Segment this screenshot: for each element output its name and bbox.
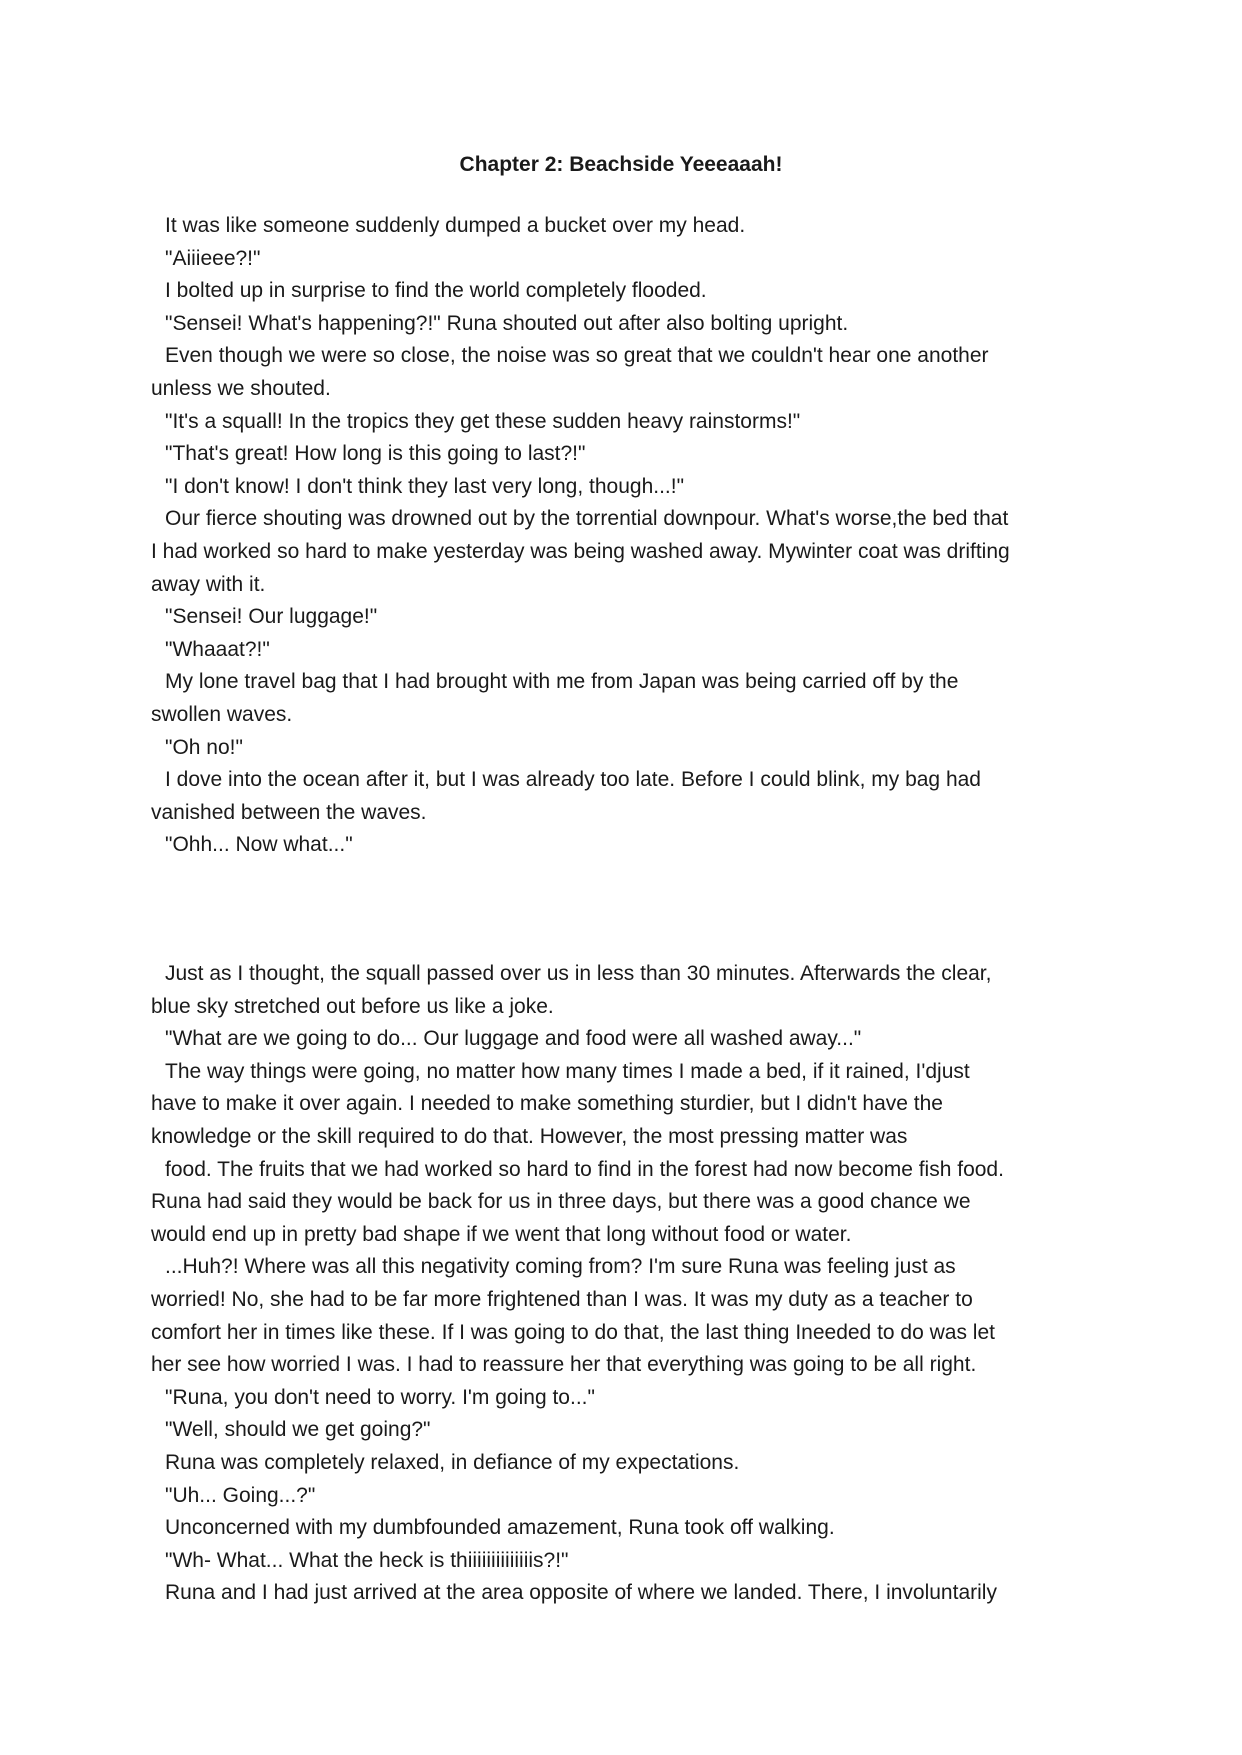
text-line: Even though we were so close, the noise was so great that we couldn't hear one another bbox=[165, 344, 989, 368]
text-line: ...Huh?! Where was all this negativity coming from? I'm sure Runa was feeling just as bbox=[165, 1255, 956, 1279]
text-line: "Aiiieee?!" bbox=[165, 246, 261, 270]
text-line: blue sky stretched out before us like a joke. bbox=[151, 994, 554, 1018]
text-line: My lone travel bag that I had brought with me from Japan was being carried off by the bbox=[165, 670, 959, 694]
text-line: Runa was completely relaxed, in defiance of my expectations. bbox=[165, 1450, 740, 1474]
text-line: It was like someone suddenly dumped a bucket over my head. bbox=[165, 214, 746, 237]
text-block-2 bbox=[151, 958, 1111, 1610]
text-line: worried! No, she had to be far more frightened than I was. It was my duty as a teacher to bbox=[151, 1287, 973, 1311]
text-line: vanished between the waves. bbox=[151, 800, 427, 824]
text-line: would end up in pretty bad shape if we went that long without food or water. bbox=[151, 1222, 852, 1246]
text-line: "That's great! How long is this going to last?!" bbox=[165, 442, 586, 466]
text-line: food. The fruits that we had worked so hard to find in the forest had now become fish food. bbox=[165, 1157, 1004, 1181]
text-line: I dove into the ocean after it, but I was already too late. Before I could blink, my bag had bbox=[165, 768, 981, 792]
text-line: "Sensei! Our luggage!" bbox=[165, 605, 378, 629]
text-line: knowledge or the skill required to do that. However, the most pressing matter was bbox=[151, 1124, 908, 1148]
text-line: "Oh no!" bbox=[165, 735, 243, 759]
text-block-1 bbox=[151, 210, 1111, 862]
text-line: "What are we going to do... Our luggage and food were all washed away..." bbox=[165, 1027, 862, 1051]
text-line: swollen waves. bbox=[151, 702, 293, 726]
text-line: have to make it over again. I needed to make something sturdier, but I didn't have the bbox=[151, 1092, 943, 1116]
text-line: "Well, should we get going?" bbox=[165, 1418, 431, 1442]
chapter-title-text: Chapter 2: Beachside Yeeeaaah! bbox=[459, 153, 783, 176]
text-line: "Ohh... Now what..." bbox=[165, 833, 353, 857]
text-line: comfort her in times like these. If I was going to do that, the last thing Ineeded to do was let bbox=[151, 1320, 995, 1344]
text-line: "It's a squall! In the tropics they get these sudden heavy rainstorms!" bbox=[165, 409, 801, 433]
text-line: "Sensei! What's happening?!" Runa shouted out after also bolting upright. bbox=[165, 311, 849, 335]
text-line: Runa had said they would be back for us in three days, but there was a good chance we bbox=[151, 1190, 971, 1214]
text-line: Our fierce shouting was drowned out by the torrential downpour. What's worse,the bed that bbox=[165, 507, 1009, 531]
text-line: I had worked so hard to make yesterday was being washed away. Mywinter coat was drifting bbox=[151, 539, 1010, 563]
text-line: "Runa, you don't need to worry. I'm going to..." bbox=[165, 1385, 595, 1409]
text-line: "Whaaat?!" bbox=[165, 637, 270, 661]
text-line: her see how worried I was. I had to reassure her that everything was going to be all right. bbox=[151, 1353, 977, 1377]
text-line: I bolted up in surprise to find the world completely flooded. bbox=[165, 279, 707, 303]
text-line: Just as I thought, the squall passed over us in less than 30 minutes. Afterwards the clear, bbox=[165, 962, 992, 985]
text-line: The way things were going, no matter how many times I made a bed, if it rained, I'djust bbox=[165, 1059, 970, 1083]
text-line: away with it. bbox=[151, 572, 266, 596]
text-line: "Uh... Going...?" bbox=[165, 1483, 316, 1507]
text-line: Runa and I had just arrived at the area opposite of where we landed. There, I involuntarily bbox=[165, 1581, 997, 1605]
text-line: "Wh- What... What the heck is thiiiiiiiiiiiiiis?!" bbox=[165, 1548, 569, 1572]
text-line: Unconcerned with my dumbfounded amazement, Runa took off walking. bbox=[165, 1516, 835, 1540]
text-line: "I don't know! I don't think they last very long, though...!" bbox=[165, 474, 685, 498]
text-line: unless we shouted. bbox=[151, 376, 331, 400]
chapter-title bbox=[0, 148, 1242, 182]
